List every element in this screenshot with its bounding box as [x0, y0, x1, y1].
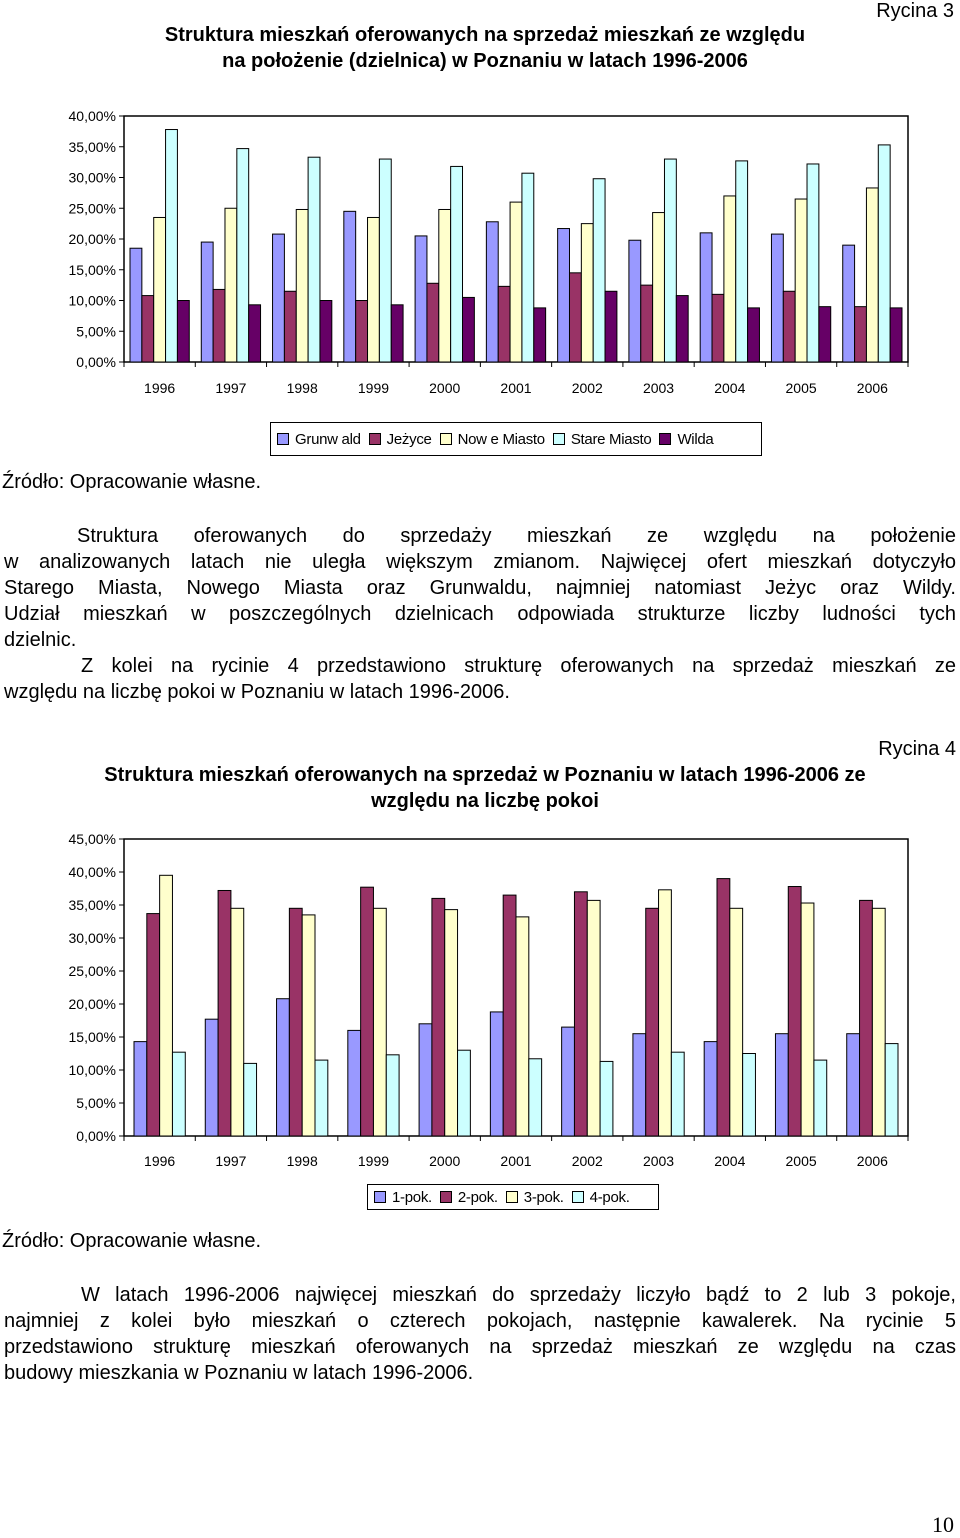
bar	[587, 900, 600, 1136]
bar	[843, 245, 855, 362]
body-paragraph-2	[4, 1282, 956, 1386]
y-tick-label: 35,00%	[68, 897, 116, 913]
x-tick-label: 2004	[714, 1153, 746, 1169]
bar	[315, 1060, 328, 1136]
bar	[386, 1055, 399, 1136]
paragraph-1-line: Z kolei na rycinie 4 przedstawiono strukturę oferowanych na sprzedaż mieszkań ze	[81, 655, 956, 677]
bar	[231, 908, 244, 1136]
bar	[855, 307, 867, 362]
bar	[308, 157, 320, 362]
bar	[700, 233, 712, 362]
paragraph-1-line: Struktura oferowanych do sprzedaży mieszkań ze względu na położenie	[77, 525, 956, 547]
bar	[664, 159, 676, 362]
legend-swatch	[440, 1191, 452, 1203]
bar	[498, 286, 510, 362]
legend-label: 2-pok.	[457, 1188, 498, 1206]
legend-label: Jeżyce	[386, 430, 432, 448]
legend-swatch	[553, 433, 565, 445]
bar	[717, 879, 730, 1136]
figure-3-label: Rycina 3	[876, 0, 954, 22]
bar	[320, 301, 332, 363]
bar	[574, 892, 587, 1136]
bar	[344, 211, 356, 362]
bar	[633, 1034, 646, 1136]
y-tick-label: 30,00%	[68, 169, 116, 186]
rooms-chart-legend	[367, 1184, 659, 1210]
bar	[273, 234, 285, 362]
bar	[177, 301, 189, 363]
legend-item	[374, 1189, 432, 1206]
district-chart-legend	[270, 422, 762, 456]
paragraph-1-line: w analizowanych latach nie uległa większym zmianom. Najwięcej ofert mieszkań dotyczyło	[4, 551, 956, 573]
bar	[736, 161, 748, 362]
paragraph-1-line: Udział mieszkań w poszczególnych dzielnicach odpowiada strukturze liczby ludności tych	[4, 603, 956, 625]
legend-label: Stare Miasto	[570, 430, 652, 448]
bar	[490, 1012, 503, 1136]
bar	[807, 164, 819, 362]
bar	[795, 199, 807, 362]
paragraph-2-line: budowy mieszkania w Poznaniu w latach 1996-2006.	[4, 1362, 474, 1384]
legend-label: 1-pok.	[392, 1188, 432, 1206]
bar	[277, 999, 290, 1136]
legend-label: 3-pok.	[523, 1188, 564, 1206]
bar	[244, 1063, 257, 1136]
x-tick-label: 2001	[500, 380, 532, 396]
legend-item	[572, 1189, 630, 1206]
bar	[302, 915, 315, 1136]
paragraph-2-line: W latach 1996-2006 najwięcej mieszkań do sprzedaży liczyło bądź to 2 lub 3 pokoje,	[81, 1284, 956, 1306]
legend-item	[659, 431, 713, 448]
bar	[147, 914, 160, 1136]
bar	[885, 1044, 898, 1136]
x-tick-label: 2000	[429, 1153, 461, 1169]
legend-swatch	[659, 433, 671, 445]
x-tick-label: 1998	[286, 1153, 318, 1169]
y-tick-label: 10,00%	[68, 1062, 116, 1078]
legend-swatch	[572, 1191, 584, 1203]
bar	[373, 908, 386, 1136]
bar	[712, 294, 724, 362]
legend-swatch	[440, 433, 452, 445]
bar	[415, 236, 427, 362]
bar	[510, 202, 522, 362]
bar	[516, 917, 529, 1136]
legend-swatch	[369, 433, 381, 445]
bar	[284, 291, 296, 362]
figure-4-label: Rycina 4	[878, 738, 956, 760]
bar	[361, 887, 374, 1136]
bar	[581, 224, 593, 362]
legend-swatch	[506, 1191, 518, 1203]
bar	[451, 166, 463, 362]
x-tick-label: 1996	[144, 1153, 176, 1169]
bar	[671, 1052, 684, 1136]
bar	[748, 308, 760, 362]
figure-4-title	[20, 762, 950, 814]
x-tick-label: 2005	[785, 380, 817, 396]
bar	[439, 209, 451, 362]
paragraph-1-line: dzielnic.	[4, 629, 77, 651]
bar	[134, 1042, 147, 1136]
y-tick-label: 0,00%	[76, 354, 116, 370]
bar	[225, 208, 237, 362]
bar	[872, 908, 885, 1136]
legend-label: Wilda	[677, 430, 714, 448]
bar	[771, 234, 783, 362]
bar	[562, 1027, 575, 1136]
figure-3-title-line-1: Struktura mieszkań oferowanych na sprzedaż mieszkań ze względu	[164, 24, 806, 46]
bar	[534, 308, 546, 362]
bar	[486, 222, 498, 362]
bar	[237, 149, 249, 362]
y-tick-label: 40,00%	[68, 108, 116, 124]
legend-item	[277, 431, 361, 448]
bar	[653, 213, 665, 362]
x-tick-label: 2006	[856, 1153, 888, 1169]
bar	[213, 289, 225, 362]
legend-swatch	[374, 1191, 386, 1203]
legend-item	[553, 431, 652, 448]
source-note-1: Źródło: Opracowanie własne.	[2, 471, 262, 493]
legend-item	[369, 431, 432, 448]
y-tick-label: 0,00%	[76, 1128, 116, 1144]
bar	[878, 145, 890, 362]
bar	[130, 248, 142, 362]
bar	[160, 875, 173, 1136]
bar	[866, 188, 878, 362]
bar	[890, 308, 902, 362]
x-tick-label: 1996	[144, 380, 176, 396]
bar	[289, 908, 302, 1136]
bar	[201, 242, 213, 362]
x-tick-label: 2004	[714, 380, 746, 396]
bar	[249, 305, 261, 362]
bar	[296, 209, 308, 362]
bar	[641, 285, 653, 362]
body-paragraph-1	[4, 523, 956, 705]
y-tick-label: 15,00%	[68, 1029, 116, 1045]
bar	[860, 900, 873, 1136]
bar	[432, 898, 445, 1136]
x-tick-label: 2006	[856, 380, 888, 396]
y-tick-label: 20,00%	[68, 231, 116, 247]
bar	[659, 890, 672, 1136]
paragraph-1-line: względu na liczbę pokoi w Poznaniu w latach 1996-2006.	[4, 681, 510, 703]
bar	[724, 196, 736, 362]
y-tick-label: 5,00%	[76, 1095, 116, 1111]
x-tick-label: 1997	[215, 1153, 247, 1169]
bar	[814, 1060, 827, 1136]
y-tick-label: 25,00%	[68, 200, 116, 217]
bar	[605, 291, 617, 362]
bar	[529, 1059, 542, 1136]
bar	[427, 283, 439, 362]
page-number: 10	[932, 1512, 954, 1537]
x-tick-label: 1998	[286, 380, 318, 396]
x-tick-label: 1997	[215, 380, 247, 396]
bar	[368, 217, 380, 362]
y-tick-label: 45,00%	[68, 831, 116, 847]
y-tick-label: 40,00%	[68, 864, 116, 880]
district-bar-chart	[0, 100, 960, 410]
bar	[646, 908, 659, 1136]
x-tick-label: 2003	[642, 380, 675, 396]
paragraph-2-line: najmniej z kolei było mieszkań o czterech pokojach, następnie kawalerek. Na rycinie 5	[4, 1310, 956, 1332]
y-tick-label: 5,00%	[76, 323, 116, 340]
bar	[142, 296, 154, 362]
y-tick-label: 35,00%	[68, 138, 116, 155]
bar	[730, 908, 743, 1136]
bar	[801, 903, 814, 1136]
bar	[218, 890, 231, 1136]
legend-label: Grunw ald	[295, 430, 361, 448]
x-tick-label: 2000	[429, 380, 461, 396]
bar	[600, 1061, 613, 1136]
x-tick-label: 2003	[642, 1153, 675, 1169]
figure-4-title-line-1: Struktura mieszkań oferowanych na sprzedaż w Poznaniu w latach 1996-2006 ze	[104, 764, 866, 786]
bar	[391, 305, 403, 362]
bar	[775, 1034, 788, 1136]
bar	[819, 307, 831, 362]
bar	[558, 229, 570, 362]
figure-3-title	[60, 22, 910, 74]
legend-item	[440, 1189, 498, 1206]
paragraph-1-line: Starego Miasta, Nowego Miasta oraz Grunwaldu, najmniej natomiast Jeżyc oraz Wildy.	[4, 577, 956, 599]
bar	[629, 240, 641, 362]
bar	[205, 1019, 218, 1136]
bar	[419, 1024, 432, 1136]
bar	[445, 910, 458, 1136]
bar	[172, 1052, 185, 1136]
bar	[743, 1054, 756, 1137]
x-tick-label: 2005	[785, 1153, 817, 1169]
legend-label: 4-pok.	[589, 1188, 630, 1206]
bar	[463, 297, 475, 362]
y-tick-label: 25,00%	[68, 963, 116, 979]
y-tick-label: 30,00%	[68, 930, 116, 946]
bar	[458, 1050, 471, 1136]
bar	[847, 1034, 860, 1136]
bar	[783, 291, 795, 362]
bar	[166, 130, 178, 362]
bar	[593, 179, 605, 362]
figure-3-title-line-2: na położenie (dzielnica) w Poznaniu w latach 1996-2006	[222, 50, 748, 72]
bar	[704, 1042, 717, 1136]
bar	[522, 173, 534, 362]
x-tick-label: 1999	[357, 380, 390, 396]
y-tick-label: 20,00%	[68, 996, 116, 1012]
bar	[154, 217, 166, 362]
source-note-2: Źródło: Opracowanie własne.	[2, 1230, 262, 1252]
x-tick-label: 2001	[500, 1153, 532, 1169]
bar	[788, 887, 801, 1136]
legend-item	[506, 1189, 564, 1206]
bar	[676, 296, 688, 362]
y-tick-label: 10,00%	[68, 292, 116, 309]
bar	[356, 301, 368, 363]
figure-4-title-line-2: względu na liczbę pokoi	[371, 790, 599, 812]
bar	[379, 159, 391, 362]
x-tick-label: 2002	[571, 380, 603, 396]
x-tick-label: 1999	[357, 1153, 390, 1169]
y-tick-label: 15,00%	[68, 261, 116, 278]
bar	[569, 273, 581, 362]
paragraph-2-line: przedstawiono strukturę mieszkań oferowanych na sprzedaż mieszkań ze względu na czas	[4, 1336, 956, 1358]
x-tick-label: 2002	[571, 1153, 603, 1169]
bar	[348, 1030, 361, 1136]
legend-item	[440, 431, 545, 448]
rooms-bar-chart	[0, 825, 960, 1180]
legend-label: Now e Miasto	[457, 430, 545, 448]
legend-swatch	[277, 433, 289, 445]
bar	[503, 895, 516, 1136]
